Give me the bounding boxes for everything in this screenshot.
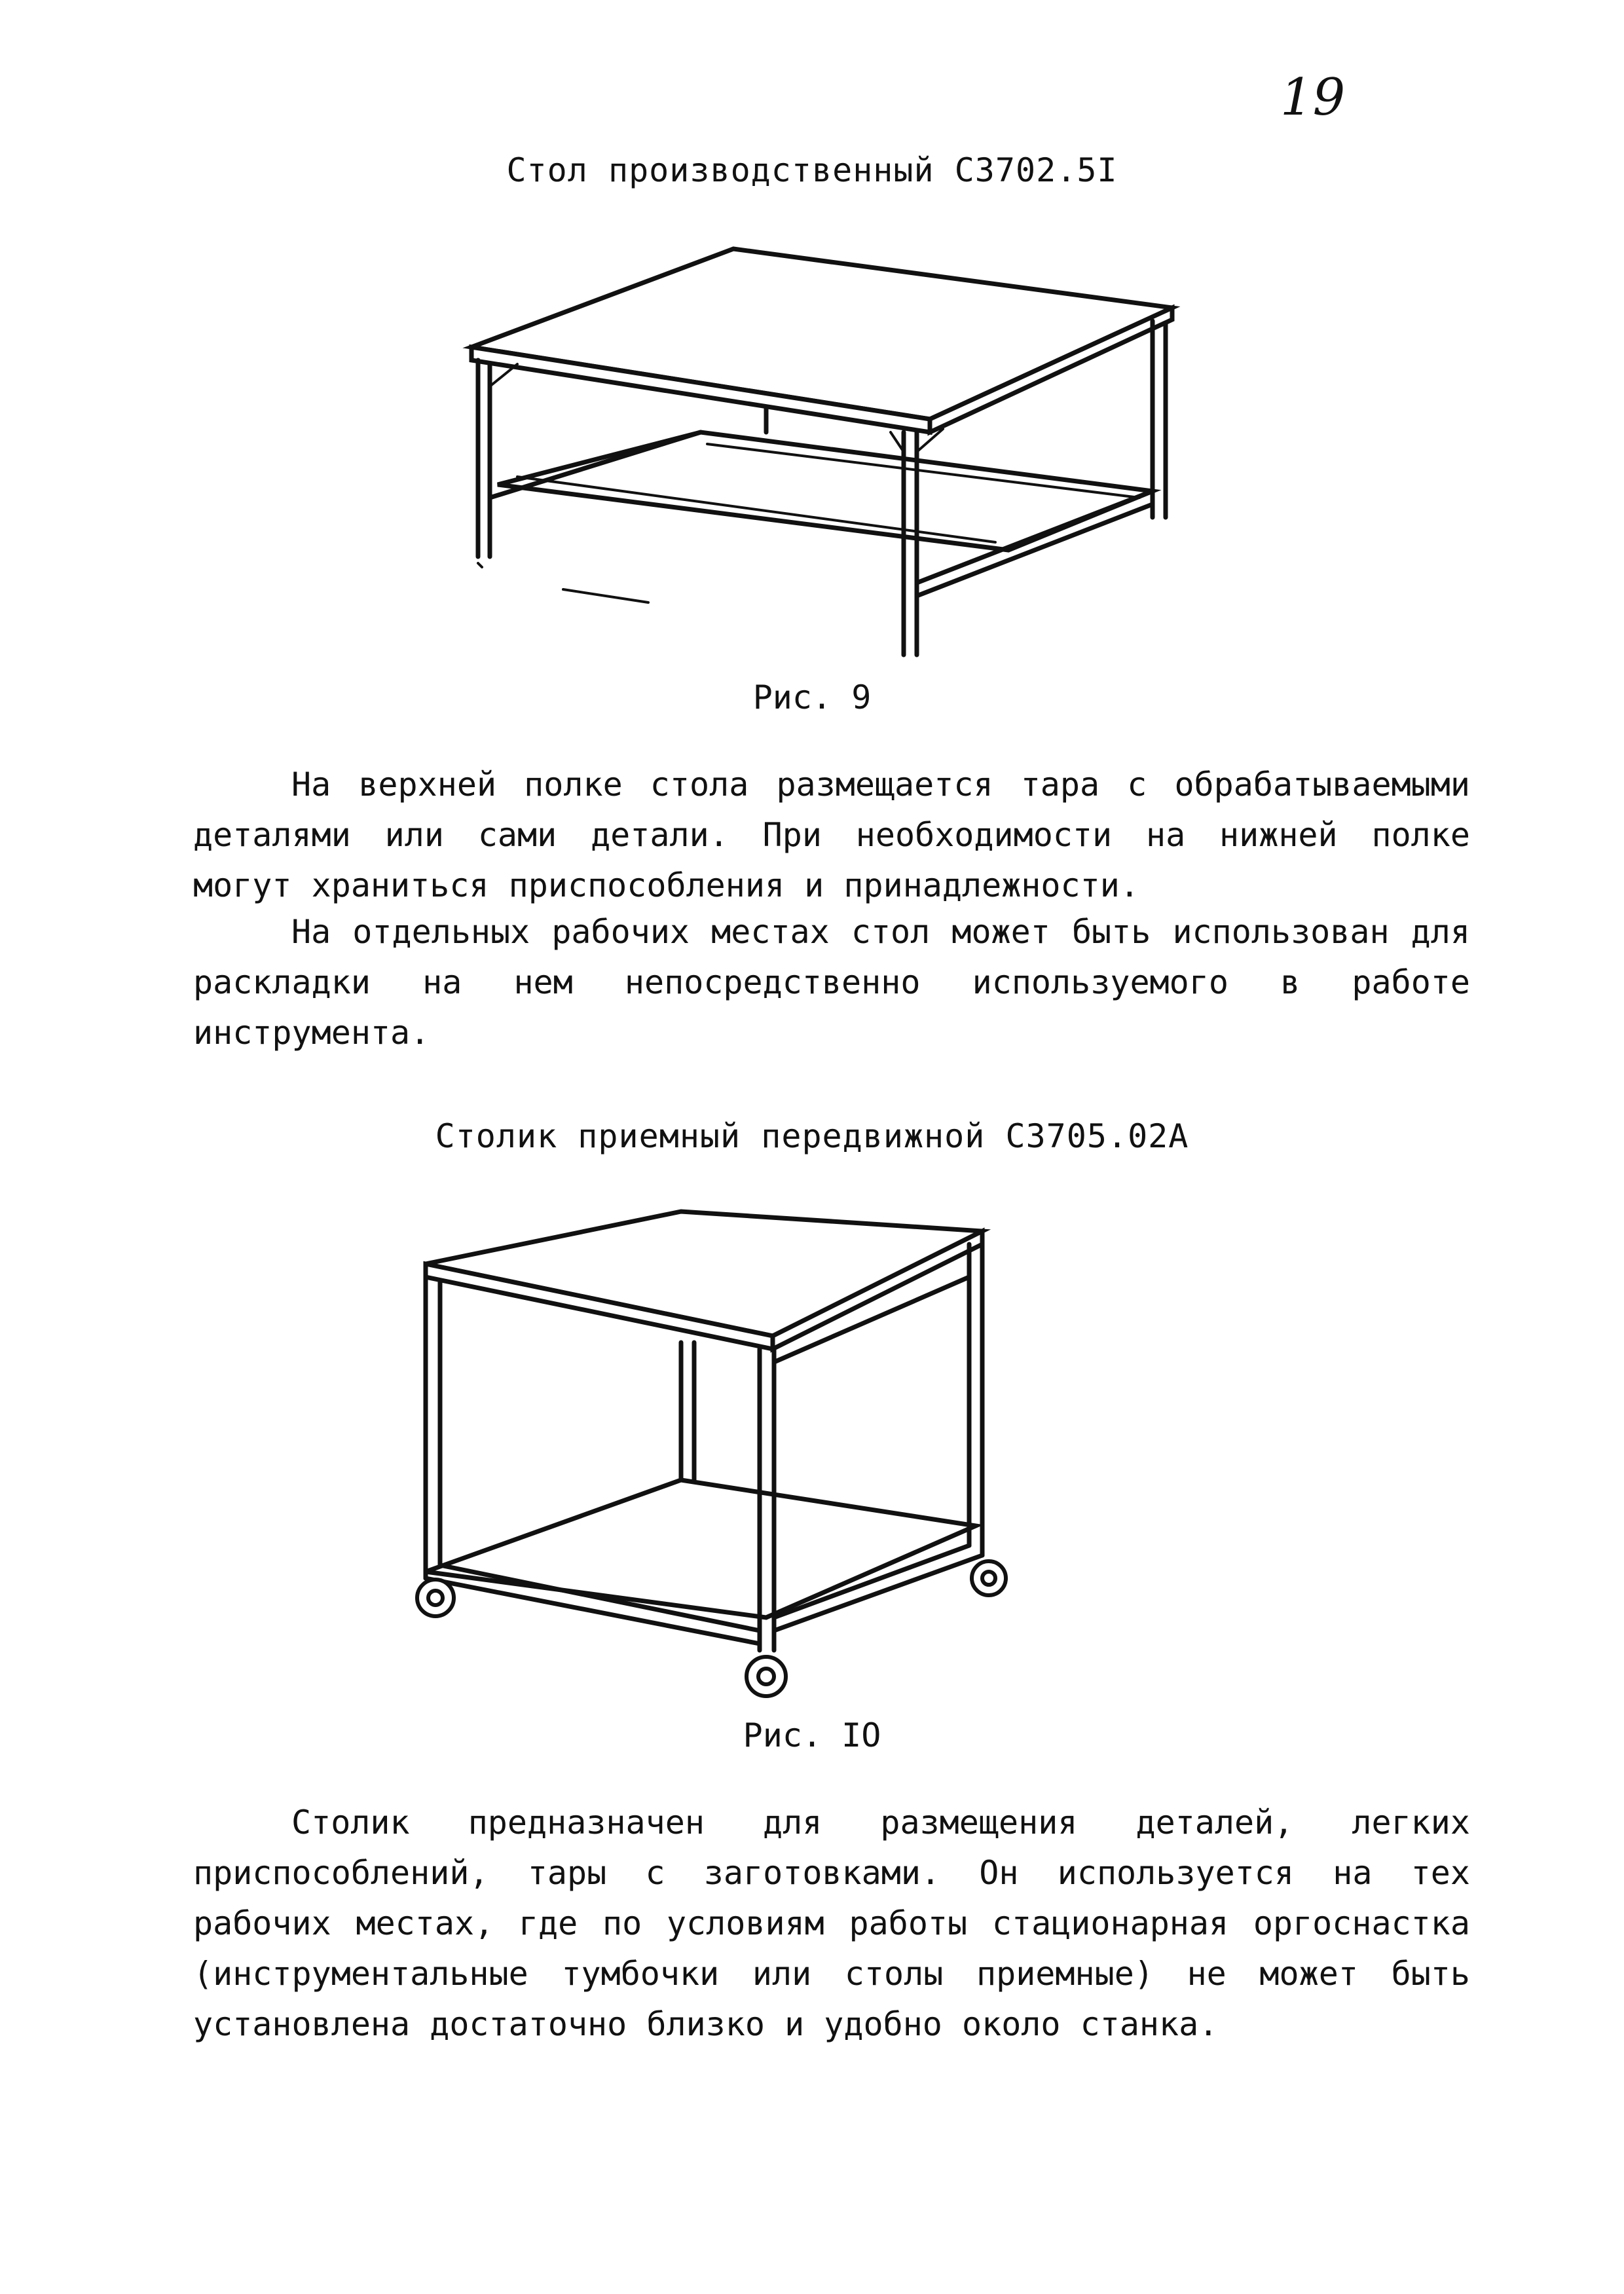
figure-10-trolley-drawing — [406, 1198, 1028, 1709]
figure-9-table-drawing — [458, 236, 1192, 675]
section2-title: Столик приемный передвижной С3705.02А — [435, 1117, 1189, 1155]
section1-paragraph-1: На верхней полке стола размещается тара с обрабатываемыми деталями или сами детали. При необходимости на нижней полке могут храниться приспособления и принадлежности. — [193, 766, 1470, 904]
table-illustration — [458, 236, 1192, 675]
trolley-illustration — [406, 1198, 1028, 1709]
section2-paragraph-1: Столик предназначен для размещения деталей, легких приспособлений, тары с заготовками. Он используется на тех рабочих местах, где по условиям работы стационарная оргоснастка (инструментальные тумбочки или столы приемные) не может быть установлена достаточно близко и удобно около станка. — [193, 1804, 1470, 2043]
section1-title: Стол производственный С3702.5I — [506, 151, 1118, 189]
page-number: 19 — [1280, 68, 1346, 127]
figure-9-caption: Рис. 9 — [752, 678, 872, 716]
figure-10-caption: Рис. IO — [743, 1716, 881, 1754]
section1-paragraph-2: На отдельных рабочих местах стол может быть использован для раскладки на нем непосредственно используемого в работе инструмента. — [193, 913, 1470, 1052]
